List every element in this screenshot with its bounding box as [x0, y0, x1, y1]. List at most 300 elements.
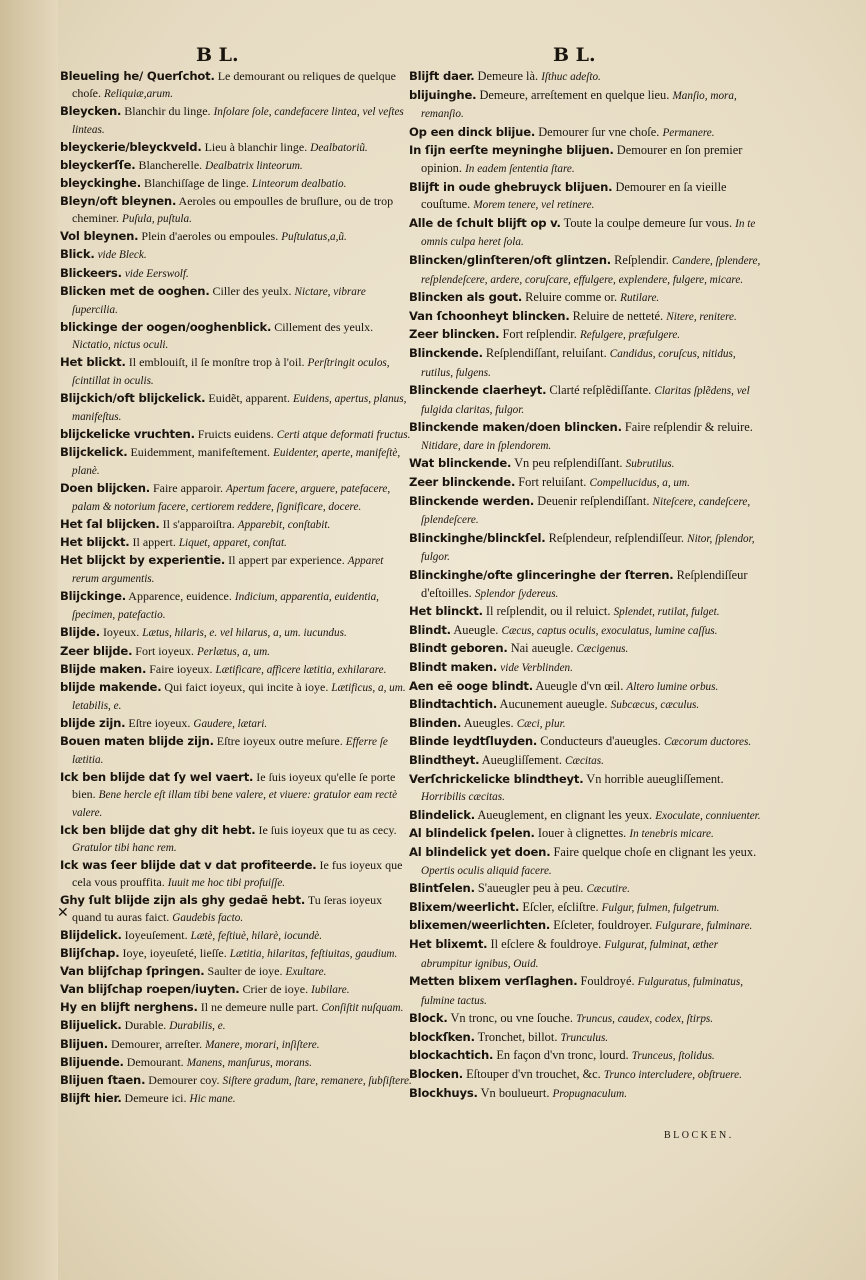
entry-latin: In eadem ſententia ſtare.: [465, 162, 575, 175]
entry-headword: Vol bleynen.: [60, 229, 139, 244]
entry-headword: Blinckinghe/ofte glinceringhe der ſterren.: [409, 568, 674, 583]
dictionary-entry: [60, 552, 412, 588]
entry-french: Eſtre ioyeux.: [128, 715, 191, 730]
entry-french: Faire quelque choſe en clignant les yeux.: [553, 844, 757, 859]
entry-headword: Blindtheyt.: [409, 752, 480, 767]
entry-latin: Gaudebis facto.: [172, 912, 244, 925]
entry-latin: Trunceus, ſtolidus.: [631, 1050, 715, 1063]
dictionary-entry: [60, 426, 412, 444]
entry-latin: Manens, manſurus, morans.: [186, 1056, 312, 1069]
entry-headword: Blindt.: [409, 622, 451, 637]
entry-latin: Subrutilus.: [625, 458, 675, 471]
entry-french: Reſplendeur, reſplendiſſeur.: [548, 530, 684, 545]
dictionary-entry: [409, 1085, 761, 1104]
entry-headword: Al blindelick ſpelen.: [409, 826, 535, 841]
entry-headword: Blinden.: [409, 715, 462, 730]
entry-headword: blijde zijn.: [60, 715, 126, 730]
entry-latin: Rutilare.: [620, 292, 660, 305]
entry-headword: blixemen/weerlichten.: [409, 918, 551, 933]
dictionary-entry: [409, 345, 761, 382]
entry-french: Il s'apparoiſtra.: [162, 517, 235, 532]
entry-latin: Linteorum dealbatio.: [251, 178, 347, 191]
entry-latin: Iuuit me hoc tibi profuiſſe.: [167, 877, 286, 890]
dictionary-entry: [409, 308, 761, 327]
dictionary-entry: [409, 493, 761, 530]
dictionary-entry: [409, 567, 761, 603]
entry-latin: Refulgere, præfulgere.: [579, 329, 681, 342]
entry-headword: Blijde maken.: [60, 661, 147, 676]
dictionary-entry: [409, 289, 761, 308]
entry-french: Il appert par experience.: [228, 553, 345, 568]
dictionary-entry: [409, 474, 761, 493]
dictionary-entry: [409, 825, 761, 844]
entry-headword: Wat blinckende.: [409, 456, 512, 471]
dictionary-entry: [409, 973, 761, 1010]
entry-latin: Subcæcus, cæculus.: [610, 699, 700, 712]
entry-french: Il emblouiſt, il ſe monſtre trop à l'oil.: [128, 354, 305, 369]
entry-french: Eſcleter, fouldroyer.: [553, 918, 653, 933]
entry-french: Demeure ici.: [124, 1090, 187, 1105]
entry-latin: Propugnaculum.: [552, 1087, 628, 1100]
entry-headword: Het blixemt.: [409, 936, 488, 951]
dictionary-entry: [60, 444, 412, 480]
dictionary-entry: [60, 283, 412, 319]
dictionary-entry: [60, 661, 412, 679]
entry-latin: Apertum facere, arguere, patefacere, palam & notorium facere, certiorem reddere, ſignificare, docere.: [72, 483, 391, 514]
entry-french: Lieu à blanchir linge.: [204, 140, 308, 155]
entry-headword: Blijuende.: [60, 1054, 124, 1069]
entry-headword: blockachtich.: [409, 1048, 494, 1063]
dictionary-entry: [409, 1029, 761, 1048]
entry-latin: Splendet, rutilat, fulget.: [613, 606, 720, 619]
entry-latin: Manſio, mora, remanſio.: [421, 89, 737, 121]
entry-headword: Verſchrickelicke blindtheyt.: [409, 771, 584, 786]
dictionary-entry: [60, 981, 412, 999]
entry-latin: Fulgurare, fulminare.: [655, 920, 753, 933]
entry-headword: Blijckinge.: [60, 589, 126, 604]
entry-latin: Euidens, apertus, planus, manifeſtus.: [72, 392, 407, 423]
dictionary-entry: [60, 175, 412, 193]
dictionary-entry: [409, 733, 761, 752]
entry-headword: Blijuelick.: [60, 1018, 122, 1033]
entry-latin: Hic mane.: [189, 1092, 236, 1105]
dictionary-entry: [60, 139, 412, 157]
dictionary-entry: [60, 945, 412, 963]
dictionary-entry: [60, 246, 412, 264]
entry-french: Aeroles ou empoulles de bruſlure, ou de trop cheminer.: [72, 194, 394, 226]
entry-headword: Blijckich/oft blijckelick.: [60, 390, 206, 405]
entry-headword: Metten blixem verſlaghen.: [409, 974, 578, 989]
entry-headword: Blinckende werden.: [409, 493, 535, 508]
entry-headword: Van blijſchap roepen/iuyten.: [60, 982, 240, 997]
entry-latin: Lætitia, hilaritas, feſtiuitas, gaudium.: [229, 948, 398, 961]
entry-headword: Zeer blijde.: [60, 643, 133, 658]
entry-headword: Blinckende maken/doen blincken.: [409, 420, 622, 435]
entry-headword: Bleycken.: [60, 104, 122, 119]
entry-headword: blickinge der oogen/ooghenblick.: [60, 319, 272, 334]
entry-french: Tu ſeras ioyeux quand tu auras faict.: [72, 893, 383, 925]
entry-latin: Splendor ſydereus.: [474, 587, 559, 600]
entry-latin: Euidenter, aperte, manifeſtè, planè.: [72, 446, 401, 478]
entry-latin: Reliquiæ,arum.: [104, 88, 173, 101]
entry-latin: Manere, morari, inſiſtere.: [205, 1038, 320, 1051]
entry-latin: Trunco intercludere, obſtruere.: [603, 1069, 742, 1082]
entry-french: Ie ſuis ioyeux que tu as cecy.: [258, 822, 397, 837]
entry-french: Euidẽt, apparent.: [208, 390, 290, 405]
entry-latin: In tenebris micare.: [629, 828, 714, 841]
entry-french: Cillement des yeulx.: [274, 319, 374, 334]
dictionary-entry: [409, 771, 761, 807]
entry-latin: Cæcigenus.: [576, 643, 629, 656]
dictionary-entry: [60, 1017, 412, 1035]
entry-french: Plein d'aeroles ou empoules.: [141, 229, 279, 244]
entry-headword: Bleyn/oft bleynen.: [60, 194, 177, 209]
dictionary-entry: [409, 326, 761, 345]
entry-headword: blijde makende.: [60, 679, 162, 694]
dictionary-entry: [60, 679, 412, 715]
entry-latin: Inſolare ſole, candefacere lintea, vel veſtes linteas.: [72, 106, 404, 137]
entry-french: Nai aueugle.: [510, 641, 574, 656]
entry-french: Demourer ſur vne choſe.: [538, 124, 660, 139]
entry-french: Eſcler, eſcliſtre.: [522, 899, 599, 914]
dictionary-entry: [409, 844, 761, 880]
entry-latin: Dealbatrix linteorum.: [205, 160, 303, 173]
dictionary-entry: [60, 643, 412, 661]
dictionary-entry: [409, 880, 761, 899]
entry-french: Fort reluiſant.: [518, 475, 587, 490]
entry-headword: Bleueling he/ Querſchot.: [60, 69, 215, 83]
entry-latin: Morem tenere, vel retinere.: [473, 199, 595, 212]
entry-french: Demeure, arreſtement en quelque lieu.: [479, 87, 670, 102]
entry-headword: Zeer blinckende.: [409, 475, 516, 490]
dictionary-entry: [409, 215, 761, 252]
entry-french: Demeure là.: [477, 69, 539, 83]
dictionary-entry: [60, 963, 412, 981]
entry-headword: Blick.: [60, 247, 95, 262]
entry-french: Durable.: [124, 1018, 167, 1033]
entry-french: Fouldroyé.: [580, 974, 635, 989]
dictionary-entry: [409, 124, 761, 143]
entry-latin: Puſtulatus,a,ũ.: [281, 231, 347, 244]
entry-french: Reſplendiſſant, reluiſant.: [485, 345, 607, 360]
entry-headword: Blixem/weerlicht.: [409, 899, 520, 914]
entry-french: Saulter de ioye.: [207, 964, 283, 979]
entry-latin: Compellucidus, a, um.: [589, 477, 690, 490]
entry-headword: Het blijckt.: [60, 535, 130, 550]
entry-headword: Blockhuys.: [409, 1085, 478, 1100]
dictionary-entry: [409, 715, 761, 734]
entry-headword: Blijft in oude ghebruyck blijuen.: [409, 179, 613, 194]
entry-latin: Iubilare.: [311, 984, 350, 997]
dictionary-entry: [409, 419, 761, 455]
entry-latin: Horribilis cæcitas.: [421, 791, 505, 804]
entry-french: Aueugle d'vn œil.: [535, 678, 624, 693]
entry-headword: Doen blijcken.: [60, 481, 150, 496]
entry-french: Reluire comme or.: [525, 290, 618, 305]
entry-latin: Apparebit, conſtabit.: [237, 519, 331, 532]
entry-headword: Blincken/glinſteren/oft glintzen.: [409, 252, 611, 267]
entry-headword: Zeer blincken.: [409, 327, 500, 342]
entry-french: Fort ioyeux.: [135, 643, 194, 658]
entry-headword: In ſijn eerſte meyninghe blijuen.: [409, 143, 614, 158]
entry-french: Faire apparoir.: [152, 481, 223, 496]
dictionary-entry: [409, 603, 761, 622]
entry-headword: Op een dinck blijue.: [409, 124, 536, 139]
entry-latin: Gaudere, lætari.: [193, 717, 268, 730]
entry-latin: Altero lumine orbus.: [626, 680, 719, 693]
dictionary-entry: [60, 999, 412, 1017]
dictionary-entry: [409, 68, 761, 87]
entry-french: Fort reſplendir.: [502, 327, 577, 342]
entry-french: Deuenir reſplendiſſant.: [537, 493, 650, 508]
entry-headword: blockſken.: [409, 1029, 475, 1044]
entry-headword: Blijde.: [60, 625, 100, 640]
entry-french: Vn tronc, ou vne ſouche.: [450, 1011, 573, 1026]
entry-french: Iouer à clignettes.: [537, 826, 627, 841]
entry-latin: Exultare.: [285, 966, 327, 979]
entry-headword: Ghy ſult blijde zijn als ghy gedaẽ hebt.: [60, 893, 306, 908]
dictionary-entry: [409, 1066, 761, 1085]
entry-latin: In te omnis culpa heret ſola.: [421, 217, 756, 249]
entry-latin: vide Verblinden.: [500, 662, 573, 674]
dictionary-entry: [60, 516, 412, 534]
entry-headword: Het ſal blijcken.: [60, 517, 160, 532]
entry-headword: Ick ben blijde dat ghy dit hebt.: [60, 822, 256, 837]
entry-headword: Ick ben blijde dat ſy wel vaert.: [60, 769, 254, 784]
entry-latin: Lætè, feſtiuè, hilarè, iocundè.: [190, 930, 323, 943]
dictionary-entry: [60, 354, 412, 390]
entry-headword: Block.: [409, 1011, 448, 1026]
entry-latin: Efferre ſe lætitia.: [72, 735, 388, 766]
entry-french: Vn peu reſplendiſſant.: [514, 456, 623, 471]
entry-latin: Certi atque deformati fructus.: [276, 428, 411, 441]
dictionary-entry: [409, 622, 761, 641]
dictionary-entry: [409, 142, 761, 178]
entry-headword: Het blinckt.: [409, 604, 483, 619]
entry-headword: Blijuen.: [60, 1036, 108, 1051]
entry-french: Eſtre ioyeux outre meſure.: [216, 733, 343, 748]
entry-french: Ie fus ioyeux que cela vous prouffita.: [72, 858, 403, 890]
dictionary-entry: [409, 899, 761, 918]
entry-french: Aueugles.: [463, 715, 514, 730]
dictionary-entry: [409, 752, 761, 771]
entry-latin: Cæcorum ductores.: [663, 736, 752, 749]
dictionary-entry: [60, 265, 412, 283]
entry-french: Vn boulueurt.: [480, 1085, 550, 1100]
entry-latin: Conſiſtit nuſquam.: [321, 1002, 404, 1015]
dictionary-entry: [409, 1010, 761, 1029]
entry-headword: Blicken met de ooghen.: [60, 283, 210, 298]
entry-headword: Blincken als gout.: [409, 290, 523, 305]
entry-headword: Blindelick.: [409, 807, 475, 822]
entry-latin: vide Bleck.: [97, 249, 147, 262]
entry-headword: Bouen maten blijde zijn.: [60, 733, 214, 748]
entry-french: Reſplendir.: [614, 252, 669, 267]
dictionary-entry: [409, 1047, 761, 1066]
entry-french: Blancherelle.: [138, 158, 203, 173]
dictionary-entry: [60, 715, 412, 733]
entry-french: Demourer coy.: [148, 1072, 220, 1087]
entry-latin: Indicium, apparentia, euidentia, ſpecimen, patefactio.: [72, 591, 379, 622]
entry-french: Reſplendiſſeur d'eſtoilles.: [421, 568, 748, 600]
entry-headword: Blocken.: [409, 1067, 463, 1082]
entry-french: Ciller des yeulx.: [212, 283, 292, 298]
entry-latin: Nictatio, nictus oculi.: [72, 338, 169, 351]
dictionary-entry: [409, 252, 761, 289]
entry-latin: Nitor, ſplendor, fulgor.: [421, 532, 755, 564]
entry-headword: Blindt maken.: [409, 660, 498, 674]
entry-latin: Niteſcere, candeſcere, ſplendeſcere.: [421, 495, 751, 527]
entry-latin: Bene hercle eſt illam tibi bene valere, et viuere: gratulor eam rectè valere.: [72, 788, 398, 819]
entry-latin: Perſtringit oculos, ſcintillat in oculis.: [72, 356, 390, 387]
dictionary-entry: [60, 588, 412, 624]
entry-headword: blijckelicke vruchten.: [60, 426, 195, 441]
dictionary-entry: [60, 157, 412, 175]
entry-latin: Cæci, plur.: [516, 717, 566, 730]
entry-headword: blijuinghe.: [409, 87, 477, 102]
entry-headword: bleyckerſſe.: [60, 158, 136, 173]
page-gutter: [0, 0, 58, 1280]
entry-latin: Opertis oculis aliquid facere.: [421, 864, 552, 877]
entry-french: Vn horrible aueugliſſement.: [586, 771, 724, 786]
entry-latin: Candidus, coruſcus, nitidus, rutilus, fulgens.: [421, 347, 736, 379]
dictionary-entry: [409, 936, 761, 973]
entry-french: Il eſclere & fouldroye.: [490, 936, 602, 951]
dictionary-entry: [60, 193, 412, 228]
entry-french: Blanchir du linge.: [124, 104, 211, 119]
entry-french: Ioyeuſement.: [124, 928, 188, 943]
dictionary-entry: [60, 733, 412, 769]
entry-french: Aucunement aueugle.: [499, 697, 608, 712]
left-column: [60, 68, 412, 1108]
entry-latin: Lætificus, a, um. letabilis, e.: [72, 681, 406, 712]
entry-headword: Blinckinghe/blinckſel.: [409, 530, 546, 545]
entry-french: Tronchet, billot.: [477, 1029, 558, 1044]
entry-french: Il reſplendit, ou il reluict.: [485, 604, 611, 619]
entry-latin: Claritas ſplẽdens, vel fulgida claritas, fulgor.: [421, 385, 750, 416]
entry-headword: Blijft daer.: [409, 69, 475, 83]
dictionary-entry: [60, 1054, 412, 1072]
entry-headword: Het blickt.: [60, 354, 126, 369]
entry-french: Fruicts euidens.: [197, 426, 274, 441]
dictionary-entry: [60, 68, 412, 103]
entry-french: Ie ſuis ioyeux qu'elle ſe porte bien.: [72, 769, 396, 801]
entry-latin: Permanere.: [662, 126, 715, 139]
entry-french: Demourer en ſa vieille couſtume.: [421, 179, 727, 212]
dictionary-entry: [60, 769, 412, 822]
dictionary-entry: [60, 1036, 412, 1054]
dictionary-entry: [60, 624, 412, 642]
entry-headword: Blijdelick.: [60, 928, 122, 943]
dictionary-entry: [409, 87, 761, 124]
entry-latin: Nictare, vibrare ſupercilia.: [72, 285, 366, 316]
entry-headword: Blintſelen.: [409, 881, 475, 896]
entry-headword: Blickeers.: [60, 265, 122, 280]
entry-french: Aueugliſſement.: [481, 752, 562, 767]
entry-latin: Nitidare, dare in ſplendorem.: [421, 439, 552, 452]
entry-latin: Siſtere gradum, ſtare, remanere, ſubſiſtere.: [222, 1074, 412, 1087]
entry-french: Demourer en ſon premier opinion.: [421, 143, 743, 175]
entry-french: Ioye, ioyeuſeté, lieſſe.: [122, 946, 227, 961]
dictionary-entry: [409, 455, 761, 474]
dictionary-entry: [60, 892, 412, 927]
entry-french: Le demourant ou reliques de quelque choſe.: [72, 69, 396, 101]
dictionary-entry: [60, 103, 412, 139]
entry-latin: Puſula, puſtula.: [121, 213, 192, 226]
entry-french: Faire ioyeux.: [149, 661, 213, 676]
entry-headword: Blinckende claerheyt.: [409, 383, 547, 398]
dictionary-entry: [409, 807, 761, 826]
running-head-left: B L.: [196, 44, 239, 66]
entry-latin: Fulgurat, fulminat, æther abrumpitur ignibus, Ouid.: [421, 938, 719, 970]
entry-french: Eſtouper d'vn trouchet, &c.: [466, 1067, 601, 1082]
entry-headword: bleyckerie/bleyckveld.: [60, 140, 202, 155]
entry-headword: Hy en blijft nerghens.: [60, 1000, 198, 1015]
entry-headword: Blijft hier.: [60, 1090, 122, 1105]
entry-latin: Iſthuc adeſto.: [541, 71, 601, 83]
entry-latin: Candere, ſplendere, reſplendeſcere, ardere, coruſcare, effulgere, explendere, fulgere, micare.: [421, 254, 761, 286]
entry-headword: Van ſchoonheyt blincken.: [409, 308, 570, 323]
entry-latin: Cæcus, captus oculis, exoculatus, lumine caſſus.: [501, 624, 718, 637]
entry-french: Clarté reſplẽdiſſante.: [549, 383, 652, 398]
entry-headword: Blindtachtich.: [409, 697, 498, 712]
entry-headword: bleyckinghe.: [60, 176, 141, 191]
dictionary-entry: [409, 530, 761, 567]
entry-french: Euidemment, manifeſtement.: [130, 444, 271, 459]
entry-headword: Alle de ſchult blijft op v.: [409, 215, 561, 230]
dictionary-entry: [60, 927, 412, 945]
dictionary-entry: [60, 319, 412, 354]
dictionary-entry: [60, 857, 412, 892]
dictionary-entry: [60, 1090, 412, 1108]
entry-latin: vide Eerswolf.: [124, 267, 189, 280]
entry-french: Qui faict ioyeux, qui incite à ioye.: [164, 679, 329, 694]
entry-french: Crier de ioye.: [242, 982, 309, 997]
entry-french: Reluire de netteté.: [572, 308, 664, 323]
dictionary-entry: [409, 179, 761, 215]
running-head-right: B L.: [553, 44, 596, 66]
dictionary-entry: [60, 822, 412, 857]
entry-headword: Aen eẽ ooge blindt.: [409, 678, 533, 693]
dictionary-entry: [60, 534, 412, 552]
entry-headword: Al blindelick yet doen.: [409, 844, 551, 859]
entry-french: Toute la coulpe demeure ſur vous.: [563, 215, 733, 230]
entry-french: Blanchiſſage de linge.: [143, 176, 249, 191]
entry-french: Aueugle.: [453, 622, 499, 637]
catchword: BLOCKEN.: [664, 1130, 734, 1141]
entry-latin: Exoculate, conniuenter.: [655, 809, 761, 822]
entry-french: Il appert.: [132, 535, 176, 550]
entry-french: Apparence, euidence.: [128, 589, 232, 604]
dictionary-entry: [409, 696, 761, 715]
entry-french: Ioyeux.: [102, 625, 140, 640]
dictionary-entry: [409, 659, 761, 678]
margin-mark-icon: ✕: [57, 905, 69, 921]
entry-latin: Cæcitas.: [565, 754, 604, 767]
entry-latin: Durabilis, e.: [169, 1020, 226, 1033]
entry-latin: Perlætus, a, um.: [196, 645, 270, 658]
entry-french: S'aueugler peu à peu.: [477, 881, 584, 896]
entry-latin: Liquet, apparet, conſtat.: [178, 537, 287, 550]
dictionary-entry: [60, 228, 412, 246]
dictionary-entry: [409, 640, 761, 659]
entry-latin: Truncus, caudex, codex, ſtirps.: [576, 1013, 714, 1026]
entry-latin: Lætus, hilaris, e. vel hilarus, a, um. iucundus.: [142, 627, 347, 640]
dictionary-entry: [409, 678, 761, 697]
dictionary-entry: [409, 917, 761, 936]
entry-latin: Trunculus.: [560, 1031, 609, 1044]
entry-headword: Blijſchap.: [60, 946, 120, 961]
